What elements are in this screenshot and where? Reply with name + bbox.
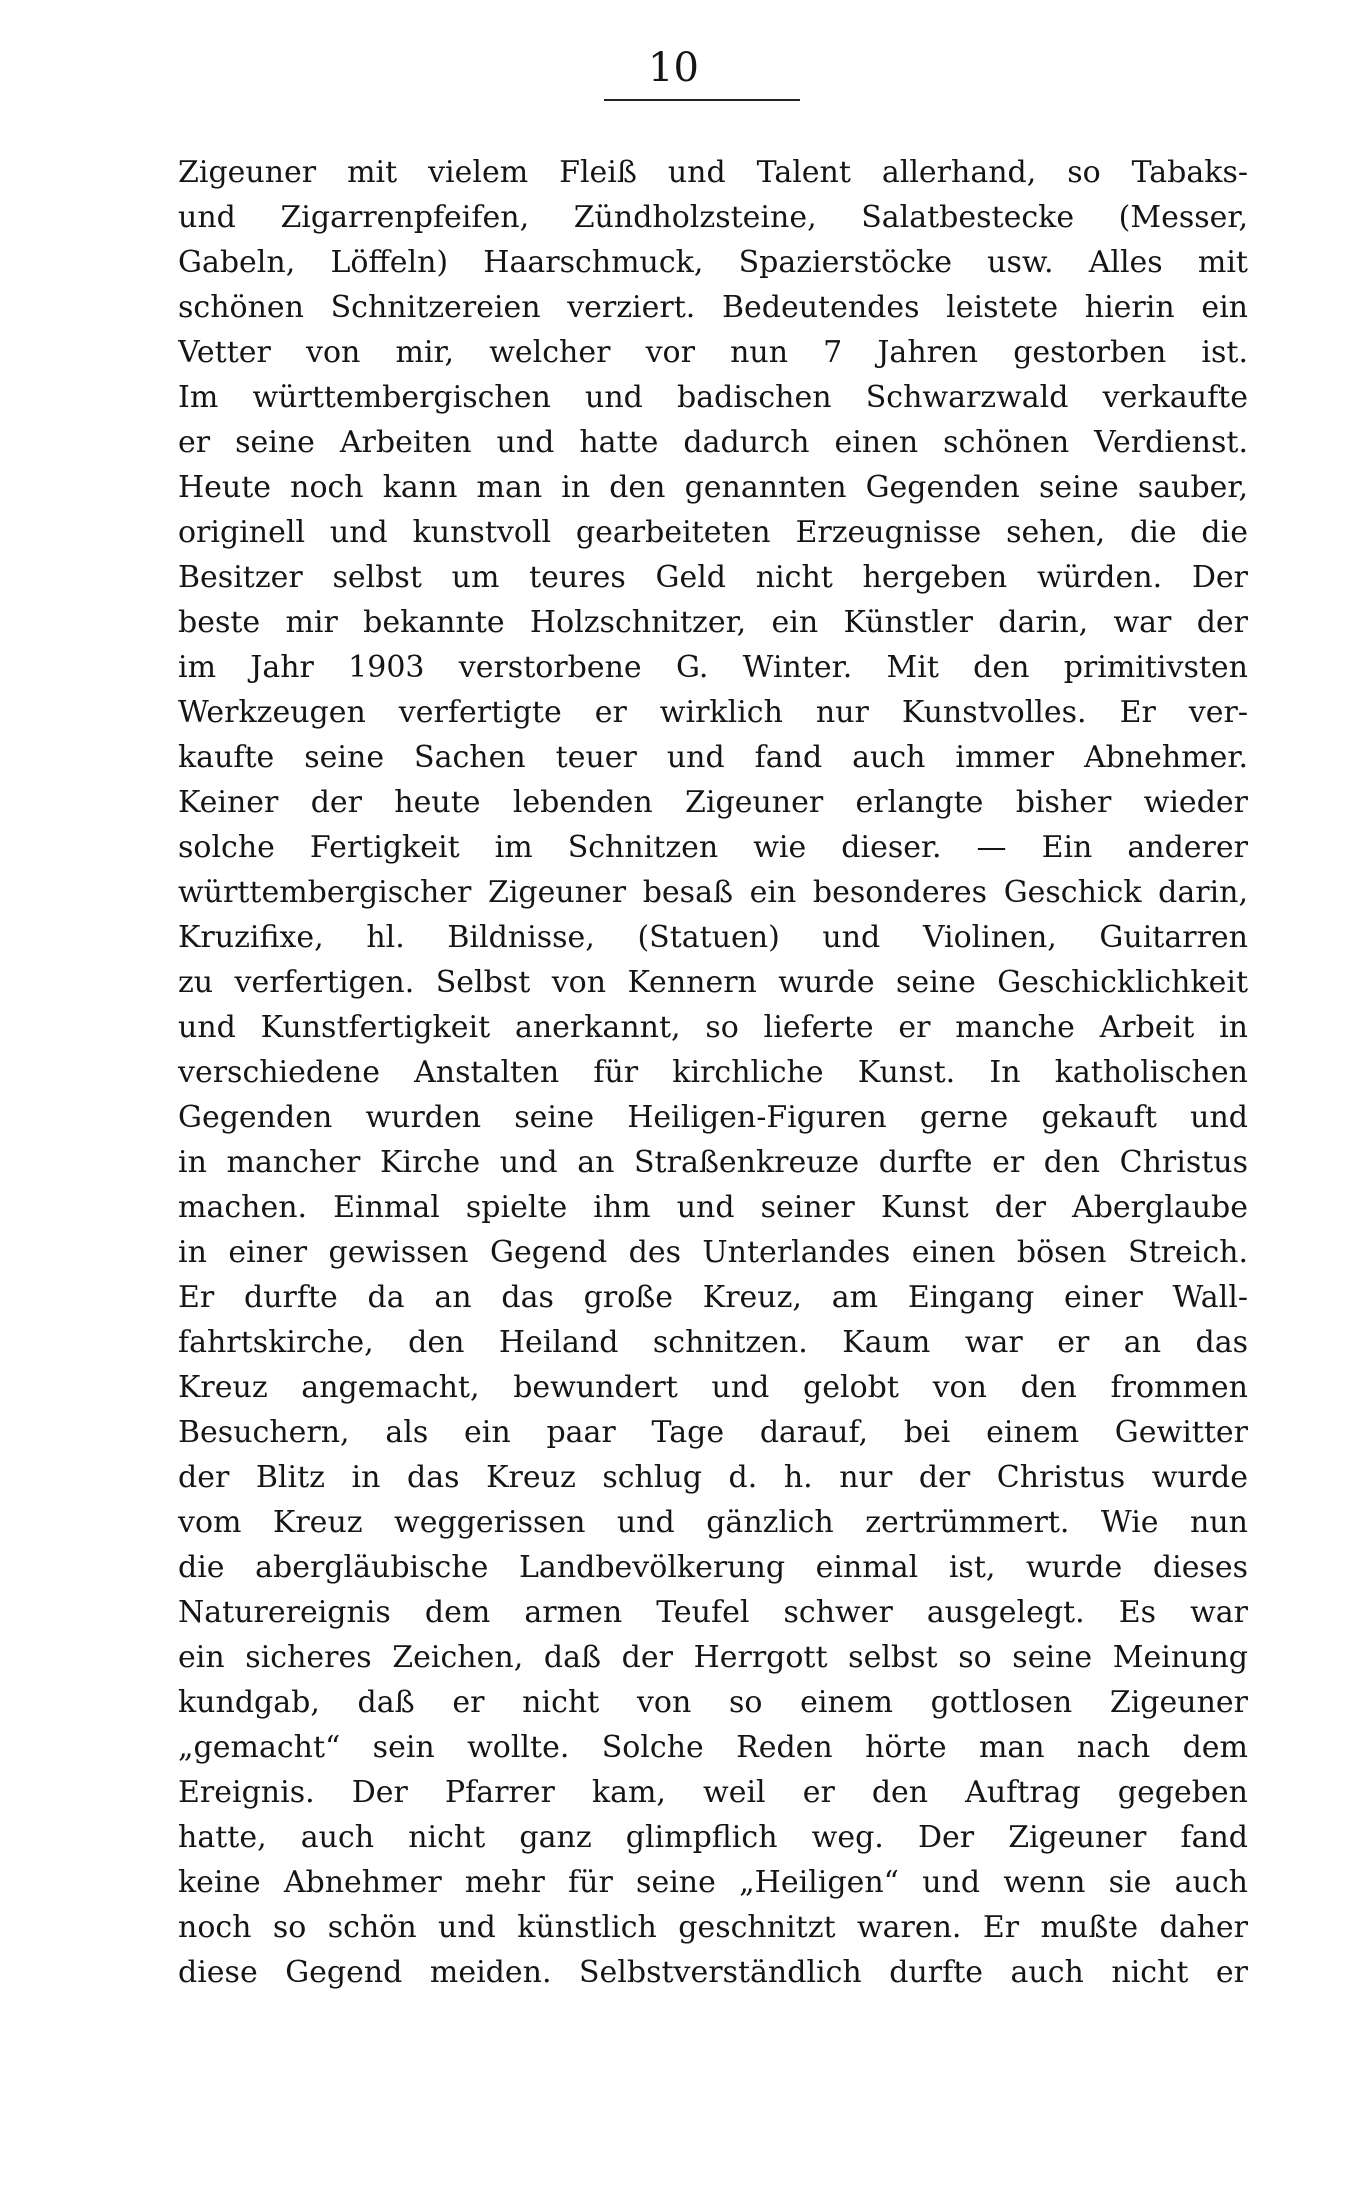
text-line: diese Gegend meiden. Selbstverständlich durfte auch nicht er bbox=[178, 1955, 1248, 1990]
text-line: kaufte seine Sachen teuer und fand auch immer Abnehmer. bbox=[178, 740, 1248, 775]
text-line: im Jahr 1903 verstorbene G. Winter. Mit den primitivsten bbox=[178, 650, 1248, 685]
text-line: Werkzeugen verfertigte er wirklich nur Kunstvolles. Er ver- bbox=[178, 695, 1248, 730]
text-line: er seine Arbeiten und hatte dadurch einen schönen Verdienst. bbox=[178, 425, 1248, 460]
text-line: in mancher Kirche und an Straßenkreuze durfte er den Christus bbox=[178, 1145, 1248, 1180]
text-line: Besitzer selbst um teures Geld nicht hergeben würden. Der bbox=[178, 560, 1248, 595]
text-line: beste mir bekannte Holzschnitzer, ein Künstler darin, war der bbox=[178, 605, 1248, 640]
text-line: Kreuz angemacht, bewundert und gelobt von den frommen bbox=[178, 1370, 1248, 1405]
text-line: Keiner der heute lebenden Zigeuner erlangte bisher wieder bbox=[178, 785, 1248, 820]
text-line: Kruzifixe, hl. Bildnisse, (Statuen) und Violinen, Guitarren bbox=[178, 920, 1248, 955]
body-text bbox=[178, 150, 1248, 1995]
text-line: die abergläubische Landbevölkerung einmal ist, wurde dieses bbox=[178, 1550, 1248, 1585]
text-line: zu verfertigen. Selbst von Kennern wurde seine Geschicklichkeit bbox=[178, 965, 1248, 1000]
text-line: „gemacht“ sein wollte. Solche Reden hörte man nach dem bbox=[178, 1730, 1248, 1765]
text-line: Gabeln, Löffeln) Haarschmuck, Spazierstöcke usw. Alles mit bbox=[178, 245, 1248, 280]
text-line: verschiedene Anstalten für kirchliche Kunst. In katholischen bbox=[178, 1055, 1248, 1090]
text-line: solche Fertigkeit im Schnitzen wie dieser. — Ein anderer bbox=[178, 830, 1248, 865]
text-line: Er durfte da an das große Kreuz, am Eingang einer Wall- bbox=[178, 1280, 1248, 1315]
text-line: vom Kreuz weggerissen und gänzlich zertrümmert. Wie nun bbox=[178, 1505, 1248, 1540]
text-line: schönen Schnitzereien verziert. Bedeutendes leistete hierin ein bbox=[178, 290, 1248, 325]
text-line: und Kunstfertigkeit anerkannt, so lieferte er manche Arbeit in bbox=[178, 1010, 1248, 1045]
text-line: ein sicheres Zeichen, daß der Herrgott selbst so seine Meinung bbox=[178, 1640, 1248, 1675]
text-line: Naturereignis dem armen Teufel schwer ausgelegt. Es war bbox=[178, 1595, 1248, 1630]
text-line: fahrtskirche, den Heiland schnitzen. Kaum war er an das bbox=[178, 1325, 1248, 1360]
text-line: Zigeuner mit vielem Fleiß und Talent allerhand, so Tabaks- bbox=[178, 155, 1248, 190]
text-line: noch so schön und künstlich geschnitzt waren. Er mußte daher bbox=[178, 1910, 1248, 1945]
text-line: württembergischer Zigeuner besaß ein besonderes Geschick darin, bbox=[178, 875, 1248, 910]
text-line: machen. Einmal spielte ihm und seiner Kunst der Aberglaube bbox=[178, 1190, 1248, 1225]
text-line: Ereignis. Der Pfarrer kam, weil er den Auftrag gegeben bbox=[178, 1775, 1248, 1810]
text-line: originell und kunstvoll gearbeiteten Erzeugnisse sehen, die die bbox=[178, 515, 1248, 550]
text-line: in einer gewissen Gegend des Unterlandes einen bösen Streich. bbox=[178, 1235, 1248, 1270]
text-line: Heute noch kann man in den genannten Gegenden seine sauber, bbox=[178, 470, 1248, 505]
header-rule bbox=[604, 99, 800, 101]
text-line: Besuchern, als ein paar Tage darauf, bei einem Gewitter bbox=[178, 1415, 1248, 1450]
text-line: hatte, auch nicht ganz glimpflich weg. Der Zigeuner fand bbox=[178, 1820, 1248, 1855]
text-line: Im württembergischen und badischen Schwarzwald verkaufte bbox=[178, 380, 1248, 415]
text-line: kundgab, daß er nicht von so einem gottlosen Zigeuner bbox=[178, 1685, 1248, 1720]
text-line: Vetter von mir, welcher vor nun 7 Jahren gestorben ist. bbox=[178, 335, 1248, 370]
text-line: Gegenden wurden seine Heiligen-Figuren gerne gekauft und bbox=[178, 1100, 1248, 1135]
text-line: der Blitz in das Kreuz schlug d. h. nur der Christus wurde bbox=[178, 1460, 1248, 1495]
text-line: keine Abnehmer mehr für seine „Heiligen“ und wenn sie auch bbox=[178, 1865, 1248, 1900]
text-line: und Zigarrenpfeifen, Zündholzsteine, Salatbestecke (Messer, bbox=[178, 200, 1248, 235]
page-number: 10 bbox=[648, 45, 699, 91]
